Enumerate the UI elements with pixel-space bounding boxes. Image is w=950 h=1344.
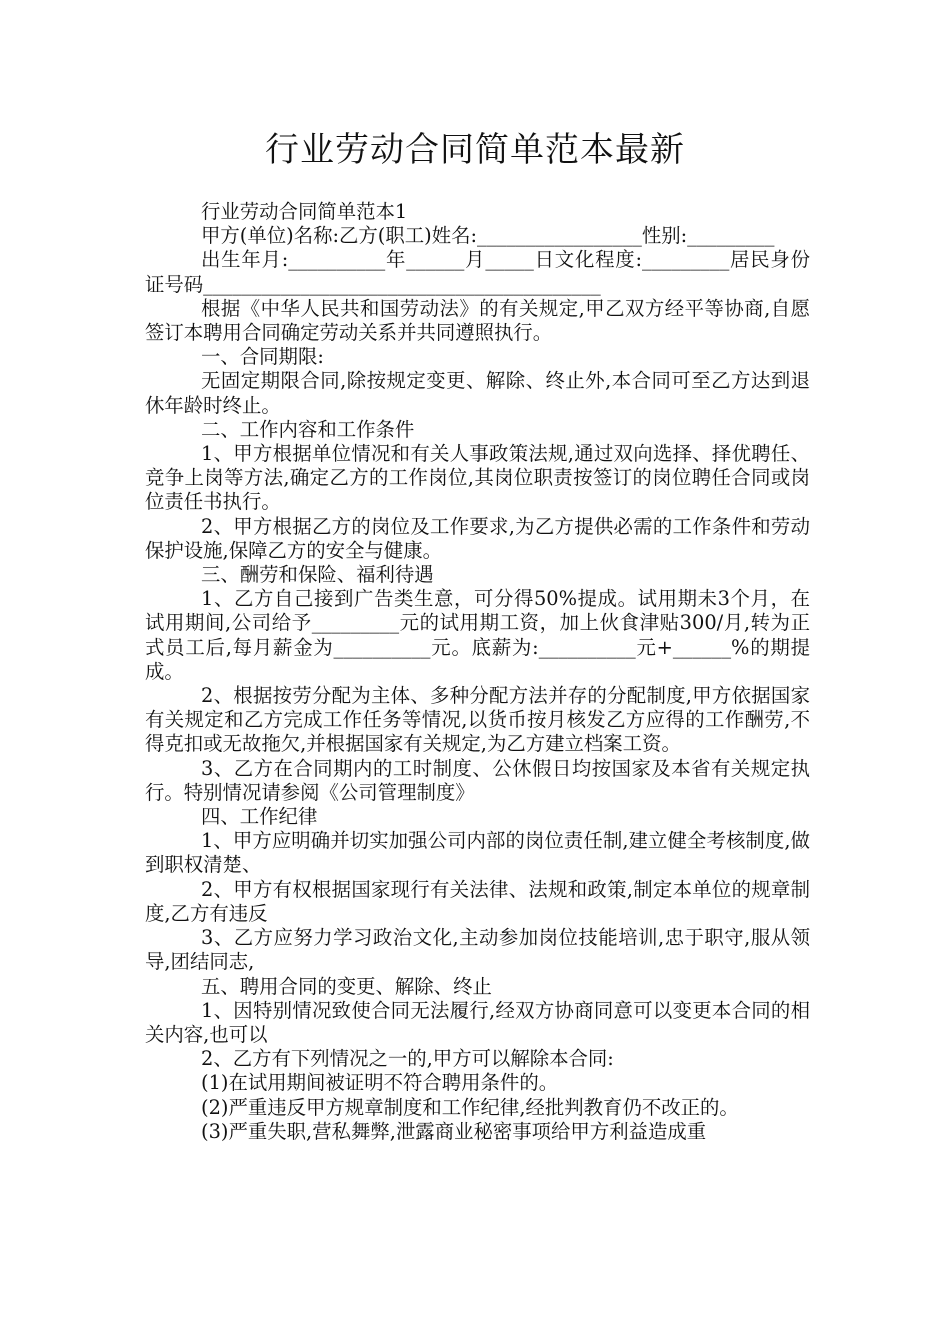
section-heading: 三、酬劳和保险、福利待遇 [201,563,434,587]
paragraph: 根据《中华人民共和国劳动法》的有关规定,甲乙双方经平等协商,自愿签订本聘用合同确定劳动关系并共同遵照执行。 [145,296,810,345]
list-item: (2)严重违反甲方规章制度和工作纪律,经批判教育仍不改正的。 [201,1095,739,1119]
section-heading: 二、工作内容和工作条件 [201,417,415,441]
paragraph: 甲方(单位)名称:乙方(职工)姓名:_________________性别:_________ [201,224,775,248]
paragraph: 1、因特别情况致使合同无法履行,经双方协商同意可以变更本合同的相关内容,也可以 [145,998,810,1046]
section-heading: 五、聘用合同的变更、解除、终止 [201,974,492,998]
list-item: (3)严重失职,营私舞弊,泄露商业秘密事项给甲方利益造成重 [201,1119,707,1143]
document-body [145,200,810,1144]
section-heading: 四、工作纪律 [201,805,318,829]
paragraph: 2、根据按劳分配为主体、多种分配方法并存的分配制度,甲方依据国家有关规定和乙方完成工作任务等情况,以货币按月核发乙方应得的工作酬劳,不得克扣或无故拖欠,并根据国家有关规定,为乙方建立档案工资。 [145,684,810,756]
paragraph: 3、乙方应努力学习政治文化,主动参加岗位技能培训,忠于职守,服从领导,团结同志, [145,926,810,974]
paragraph: 1、甲方应明确并切实加强公司内部的岗位责任制,建立健全考核制度,做到职权清楚、 [145,829,810,877]
paragraph: 2、甲方根据乙方的岗位及工作要求,为乙方提供必需的工作条件和劳动保护设施,保障乙方的安全与健康。 [145,514,810,562]
paragraph: 1、甲方根据单位情况和有关人事政策法规,通过双向选择、择优聘任、竞争上岗等方法,确定乙方的工作岗位,其岗位职责按签订的岗位聘任合同或岗位责任书执行。 [145,442,810,514]
paragraph: 行业劳动合同简单范本1 [201,200,408,223]
list-item: (1)在试用期间被证明不符合聘用条件的。 [201,1071,559,1095]
paragraph: 1、乙方自己接到广告类生意，可分得50%提成。试用期未3个月，在试用期间,公司给予_________元的试用期工资，加上伙食津贴300/月,转为正式员工后,每月薪金为__________元。底薪为:__________元+______%的期提成。 [145,587,810,683]
paragraph: 出生年月:__________年______月_____日文化程度:_________居民身份证号码_________________________________________ [145,248,810,296]
document-title: 行业劳动合同简单范本最新 [265,130,685,170]
paragraph: 2、乙方有下列情况之一的,甲方可以解除本合同: [201,1047,614,1071]
paragraph: 2、甲方有权根据国家现行有关法律、法规和政策,制定本单位的规章制度,乙方有违反 [145,877,810,925]
section-heading: 一、合同期限: [201,345,324,369]
paragraph: 无固定期限合同,除按规定变更、解除、终止外,本合同可至乙方达到退休年龄时终止。 [145,369,810,417]
paragraph: 3、乙方在合同期内的工时制度、公休假日均按国家及本省有关规定执行。特别情况请参阅《公司管理制度》 [145,756,810,804]
